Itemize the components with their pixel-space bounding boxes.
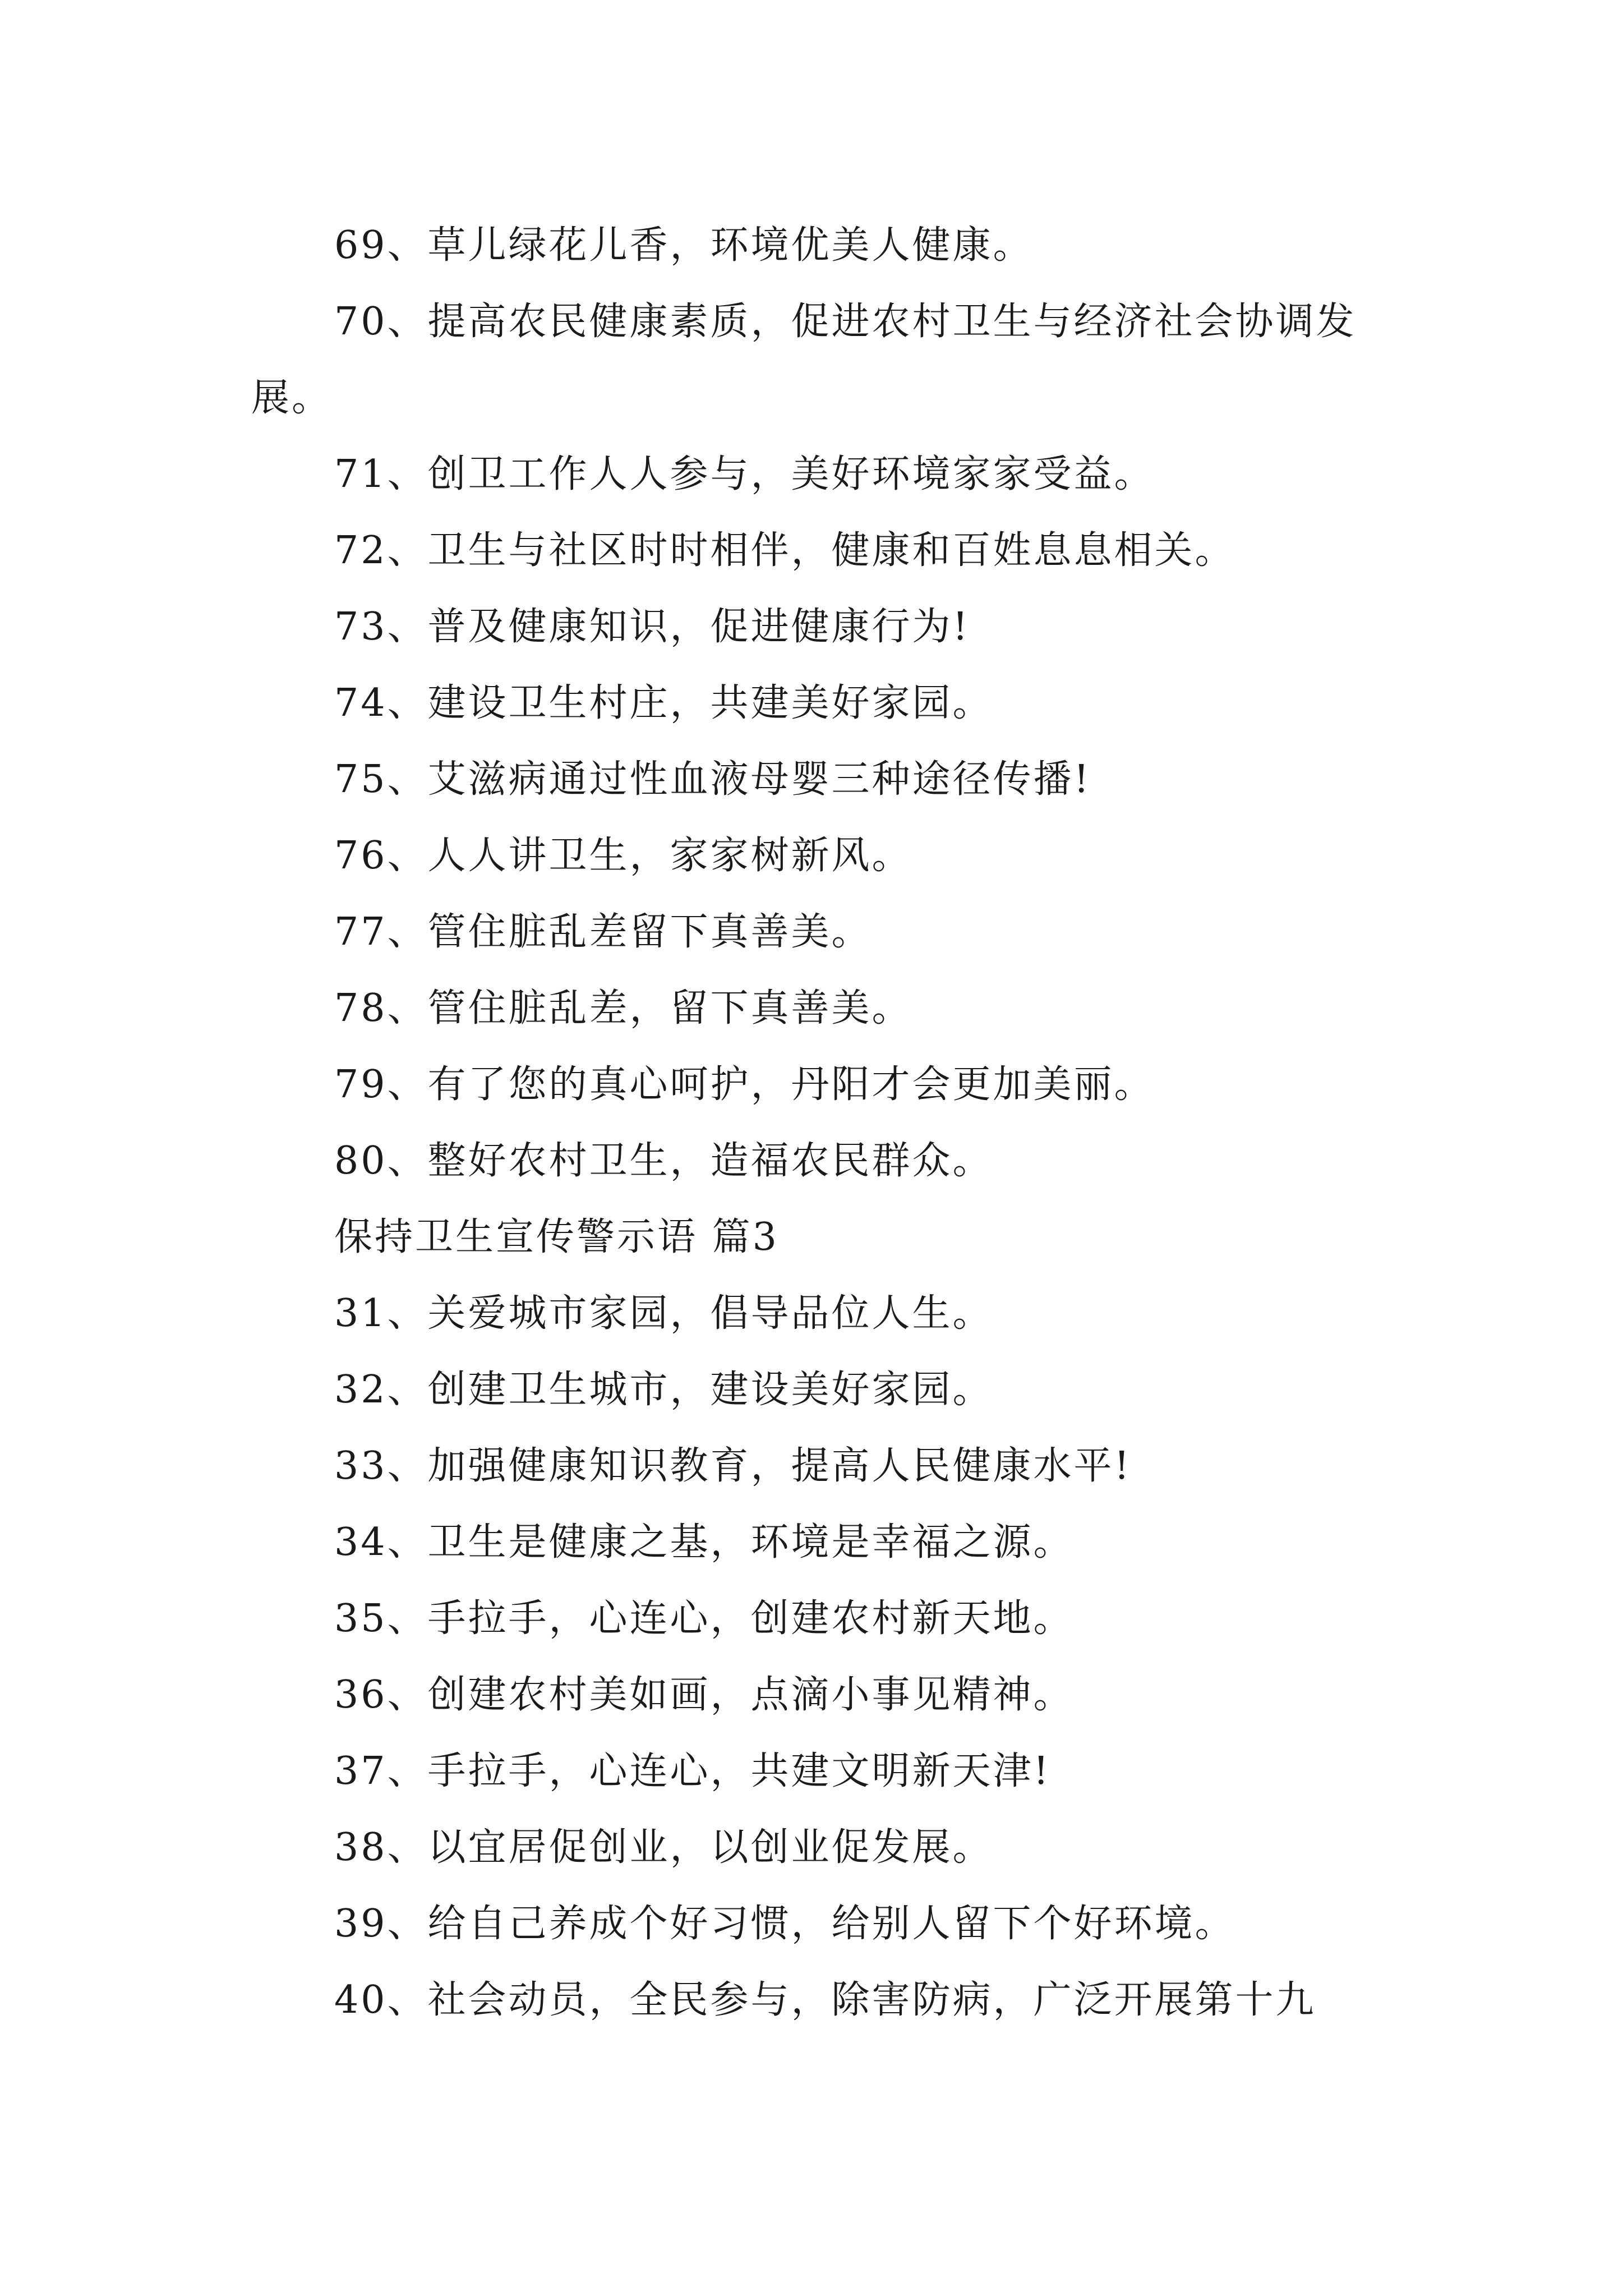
paragraph-37: 37、手拉手，心连心，共建文明新天津!: [334, 1749, 1051, 1793]
paragraph-31: 31、关爱城市家园，倡导品位人生。: [334, 1291, 993, 1336]
section-heading: 保持卫生宣传警示语 篇3: [334, 1215, 779, 1259]
paragraph-69: 69、草儿绿花儿香，环境优美人健康。: [334, 223, 1034, 268]
paragraph-78: 78、管住脏乱差，留下真善美。: [334, 986, 912, 1030]
paragraph-39: 39、给自己养成个好习惯，给别人留下个好环境。: [334, 1902, 1235, 1946]
document-body: [251, 208, 1378, 2039]
paragraph-40: 40、社会动员，全民参与，除害防病，广泛开展第十九: [334, 1978, 1316, 2022]
paragraph-71: 71、创卫工作人人参与，美好环境家家受益。: [334, 452, 1155, 496]
paragraph-36: 36、创建农村美如画，点滴小事见精神。: [334, 1673, 1074, 1717]
paragraph-80: 80、整好农村卫生，造福农民群众。: [334, 1139, 993, 1183]
paragraph-35: 35、手拉手，心连心，创建农村新天地。: [334, 1596, 1074, 1641]
paragraph-32: 32、创建卫生城市，建设美好家园。: [334, 1368, 993, 1412]
paragraph-70: 70、提高农民健康素质，促进农村卫生与经济社会协调发展。: [251, 300, 1357, 420]
paragraph-72: 72、卫生与社区时时相伴，健康和百姓息息相关。: [334, 528, 1235, 573]
paragraph-73: 73、普及健康知识，促进健康行为!: [334, 605, 970, 649]
paragraph-77: 77、管住脏乱差留下真善美。: [334, 910, 872, 954]
paragraph-33: 33、加强健康知识教育，提高人民健康水平!: [334, 1444, 1132, 1488]
paragraph-76: 76、人人讲卫生，家家树新风。: [334, 834, 912, 878]
paragraph-74: 74、建设卫生村庄，共建美好家园。: [334, 681, 993, 725]
paragraph-75: 75、艾滋病通过性血液母婴三种途径传播!: [334, 757, 1091, 802]
paragraph-34: 34、卫生是健康之基，环境是幸福之源。: [334, 1520, 1074, 1565]
paragraph-79: 79、有了您的真心呵护，丹阳才会更加美丽。: [334, 1062, 1155, 1107]
paragraph-38: 38、以宜居促创业，以创业促发展。: [334, 1825, 993, 1870]
